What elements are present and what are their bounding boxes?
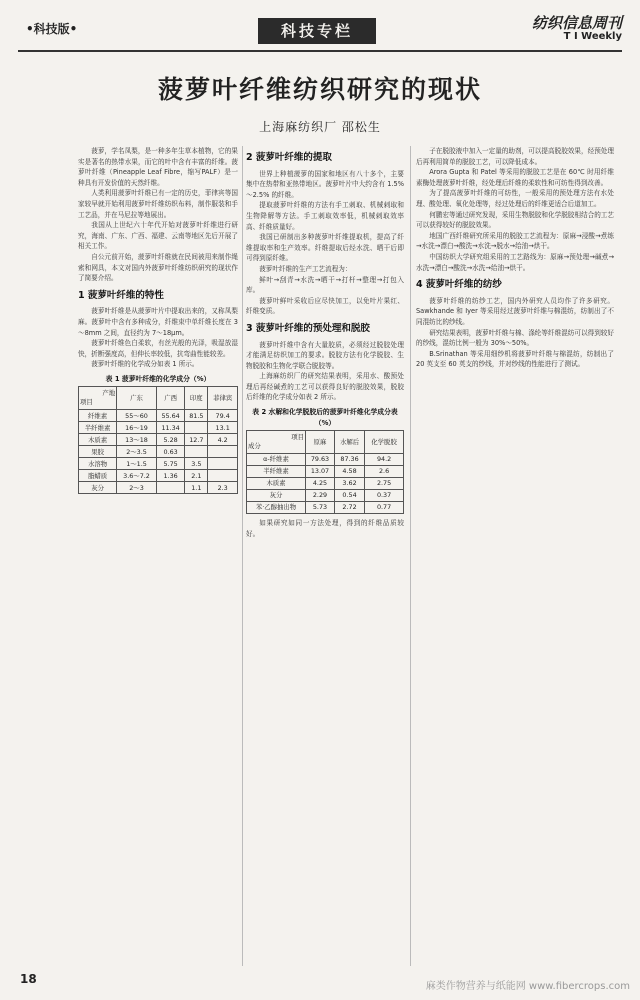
- table-cell: 2～3.5: [117, 446, 157, 458]
- table-2: [246, 430, 404, 514]
- paragraph: 鲜叶→刮青→水洗→晒干→打杆→整理→打包入库。: [246, 275, 404, 295]
- table-cell: 1.36: [156, 470, 184, 482]
- column-header: 原麻: [306, 431, 335, 454]
- table-1: [78, 386, 238, 494]
- table-cell: 4.25: [306, 478, 335, 490]
- table-cell: 55～60: [117, 410, 157, 422]
- table-cell: 13.1: [208, 422, 238, 434]
- column-header: 广东: [117, 387, 157, 410]
- paragraph: 地国广西纤维研究所采用的脱胶工艺流程为：原麻→浸酸→煮练→水洗→漂白→酸洗→水洗→脱水→给油→烘干。: [416, 231, 614, 251]
- paragraph: 菠萝叶纤维的化学成分如表 1 所示。: [91, 360, 199, 369]
- row-label: 灰分: [247, 490, 306, 502]
- table-cell: 87.36: [334, 454, 364, 466]
- table-row: [79, 470, 238, 482]
- paragraph: 菠萝叶纤维中含有大量胶质，必须经过脱胶处理才能满足纺织加工的要求。脱胶方法有化学脱胶、生物脱胶和生物化学联合脱胶等。: [246, 340, 404, 370]
- section-heading-2: 2 菠萝叶纤维的提取: [246, 152, 332, 163]
- table-cell: [208, 458, 238, 470]
- paragraph: 研究结果表明，菠萝叶纤维与棉、涤纶等纤维混纺可以得到较好的纱线，混纺比例一般为 30%～50%。: [416, 328, 614, 348]
- table-2-caption: 表 2 水解和化学脱胶后的菠萝叶纤维化学成分表（%）: [252, 408, 398, 427]
- table-cell: 94.2: [365, 454, 404, 466]
- table-cell: 2～3: [117, 482, 157, 494]
- paragraph: 菠萝叶纤维的纺纱工艺，国内外研究人员均作了许多研究。Sawkhande 和 Iyer 等采用经过菠萝叶纤维与棉混纺，纺制出了不同混纺比的纱线。: [416, 296, 614, 326]
- table-cell: 12.7: [185, 434, 208, 446]
- column-header: 菲律宾: [208, 387, 238, 410]
- paragraph: 菠萝叶纤维是从菠萝叶片中提取出来的，又称凤梨麻。菠萝叶中含有多种成分，纤维束中单纤维长度在 3～8mm 之间，直径约为 7～18μm。: [78, 307, 238, 337]
- table-1-caption: 表 1 菠萝叶纤维的化学成分（%）: [105, 374, 211, 383]
- column-divider: [410, 146, 411, 966]
- table-row: [79, 482, 238, 494]
- table-row: [79, 458, 238, 470]
- table-cell: 13～18: [117, 434, 157, 446]
- table-row: [247, 466, 404, 478]
- table-cell: 3.62: [334, 478, 364, 490]
- table-cell: 0.37: [365, 490, 404, 502]
- section-label: •科技版•: [26, 22, 78, 36]
- row-label: 水溶物: [79, 458, 117, 470]
- paragraph: 菠萝叶鲜叶采收后应尽快加工，以免叶片果红、纤维变质。: [246, 296, 404, 316]
- journal-name-en: T I Weekly: [563, 31, 622, 42]
- table-cell: 4.2: [208, 434, 238, 446]
- paragraph: 子在脱胶液中加入一定量的助剂，可以提高脱胶效果，经预处理后再利用简单的脱胶工艺，可以降低成本。: [416, 147, 614, 166]
- corner-top-label: 项目: [291, 433, 304, 442]
- table-corner: [247, 431, 306, 454]
- table-cell: 16～19: [117, 422, 157, 434]
- section-heading-3: 3 菠萝叶纤维的预处理和脱胶: [246, 322, 370, 334]
- column-header: 水解后: [334, 431, 364, 454]
- paragraph: 我国从上世纪六十年代开始对菠萝叶纤维进行研究，海南、广东、广西、福建、云南等地区先后开展了相关工作。: [78, 221, 238, 251]
- table-corner: [79, 387, 117, 410]
- paragraph: Arora Gupta 和 Patel 等采用的脱胶工艺是在 60℃ 时用纤维素酶处理菠萝叶纤维，经处理后纤维的柔软性和可纺性得到改善。: [416, 168, 614, 187]
- section-band: 科技专栏: [258, 18, 376, 44]
- header-rule: [18, 50, 622, 52]
- table-cell: 81.5: [185, 410, 208, 422]
- table-cell: [208, 470, 238, 482]
- paragraph: B.Srinathan 等采用细纱机将菠萝叶纤维与棉混纺，纺制出了 20 英支至 60 英支的纱线，并对纱线的性能进行了测试。: [416, 349, 614, 369]
- page-number: 18: [20, 972, 37, 986]
- table-cell: 2.3: [208, 482, 238, 494]
- row-label: 半纤维素: [247, 466, 306, 478]
- paragraph: 菠萝叶纤维的生产工艺流程为：: [259, 264, 352, 273]
- row-label: 果胶: [79, 446, 117, 458]
- table-cell: 79.4: [208, 410, 238, 422]
- table-cell: 79.63: [306, 454, 335, 466]
- row-label: 半纤维素: [79, 422, 117, 434]
- table-cell: 5.28: [156, 434, 184, 446]
- journal-name-cn: 纺织信息周刊: [531, 14, 622, 32]
- table-row: [79, 434, 238, 446]
- column-divider: [242, 146, 243, 966]
- column-header: 广西: [156, 387, 184, 410]
- section-heading-4: 4 菠萝叶纤维的纺纱: [416, 279, 502, 291]
- table-cell: [208, 446, 238, 458]
- paragraph: 为了提高菠萝叶纤维的可纺性，一般采用的预处理方法有水处理、酸处理、氧化处理等，经过处理后的纤维更适合后道加工。: [416, 189, 614, 208]
- paragraph: 上海麻纺织厂的研究结果表明，采用水、酸预处理后再经碱煮的工艺可以获得良好的脱胶效果，脱胶后纤维的化学成分如表 2 所示。: [246, 372, 404, 402]
- column-header: 印度: [185, 387, 208, 410]
- table-cell: 2.6: [365, 466, 404, 478]
- table-cell: 3.5: [185, 458, 208, 470]
- row-label: α-纤维素: [247, 454, 306, 466]
- row-label: 苯·乙醇抽出物: [247, 502, 306, 514]
- column-1: [78, 146, 238, 966]
- paragraph: 提取菠萝叶纤维的方法有手工刺取、机械刺取和生物降解等方法。手工刺取效率低，机械刺取效率高、纤维质量好。: [246, 201, 404, 231]
- section-heading-1: 1 菠萝叶纤维的特性: [78, 289, 164, 301]
- table-cell: 2.72: [334, 502, 364, 514]
- table-cell: 5.73: [306, 502, 335, 514]
- table-row: [79, 446, 238, 458]
- table-cell: 4.58: [334, 466, 364, 478]
- table-row: [247, 454, 404, 466]
- table-cell: 2.29: [306, 490, 335, 502]
- table-row: [247, 502, 404, 514]
- table-cell: 0.54: [334, 490, 364, 502]
- paragraph: 何鹏宏等通过研究发现，采用生物脱胶和化学脱胶相结合的工艺可以获得较好的脱胶效果。: [416, 210, 614, 230]
- article-title: 菠萝叶纤维纺织研究的现状: [157, 75, 482, 104]
- table-cell: 1.1: [185, 482, 208, 494]
- table-cell: 3.6～7.2: [117, 470, 157, 482]
- table-cell: 1～1.5: [117, 458, 157, 470]
- table-cell: [156, 482, 184, 494]
- table-row: [79, 410, 238, 422]
- table-cell: 0.77: [365, 502, 404, 514]
- corner-bottom-label: 成分: [248, 442, 261, 451]
- paragraph: 菠萝叶纤维色白柔软，有丝光般的光泽，吸湿放湿快，折断强度高，但伸长率较低，抗弯曲性能较差。: [78, 339, 238, 358]
- corner-top-label: 产地: [102, 389, 116, 398]
- table-cell: 5.75: [156, 458, 184, 470]
- table-cell: 13.07: [306, 466, 335, 478]
- table-cell: [185, 446, 208, 458]
- row-label: 木质素: [79, 434, 117, 446]
- table-cell: 0.63: [156, 446, 184, 458]
- article-author: 上海麻纺织厂 邵松生: [259, 120, 381, 134]
- paragraph: 人类利用菠萝叶纤维已有一定的历史，菲律宾等国家较早就开始利用菠萝叶纤维纺织布料，制作服装和手工艺品，并在马尼拉等地展出。: [78, 189, 238, 219]
- row-label: 灰分: [79, 482, 117, 494]
- table-cell: 55.64: [156, 410, 184, 422]
- corner-bottom-label: 项目: [80, 398, 93, 407]
- paragraph: 菠萝，学名凤梨，是一种多年生草本植物，它的果实是著名的热带水果，而它的叶中含有丰富的纤维。菠萝叶纤维（Pineapple Leaf Fibre，缩写PALF）是一种具有开发价值的天然纤维。: [78, 147, 238, 187]
- row-label: 脂蜡质: [79, 470, 117, 482]
- row-label: 纤维素: [79, 410, 117, 422]
- site-watermark: 麻类作物营养与纸能网 www.fibercrops.com: [425, 981, 630, 992]
- table-cell: 2.75: [365, 478, 404, 490]
- paragraph: 如果研究如同一方法处理，得到的纤维品质较好。: [246, 519, 404, 538]
- paragraph: 我国已研制出多种菠萝叶纤维提取机，提高了纤维提取率和生产效率。纤维提取后经水洗、晒干后即可得到原纤维。: [246, 233, 404, 263]
- table-cell: 11.34: [156, 422, 184, 434]
- row-label: 木质素: [247, 478, 306, 490]
- table-row: [79, 422, 238, 434]
- paragraph: 中国纺织大学研究组采用的工艺路线为：原麻→预处理→碱煮→水洗→漂白→酸洗→水洗→给油→烘干。: [416, 252, 614, 272]
- table-cell: 2.1: [185, 470, 208, 482]
- paragraph: 自公元前开始，菠萝叶纤维就在民间被用来制作绳索和网具，本文对国内外菠萝叶纤维纺织研究的现状作了简要介绍。: [78, 252, 238, 283]
- table-cell: [185, 422, 208, 434]
- column-2: [246, 146, 404, 966]
- column-3: [416, 146, 614, 966]
- table-row: [247, 490, 404, 502]
- column-header: 化学脱胶: [365, 431, 404, 454]
- paragraph: 世界上种植菠萝的国家和地区有八十多个，主要集中在热带和亚热带地区。菠萝叶片中大约含有 1.5%～2.5% 的纤维。: [246, 169, 404, 199]
- journal-masthead: [532, 12, 622, 42]
- table-row: [247, 478, 404, 490]
